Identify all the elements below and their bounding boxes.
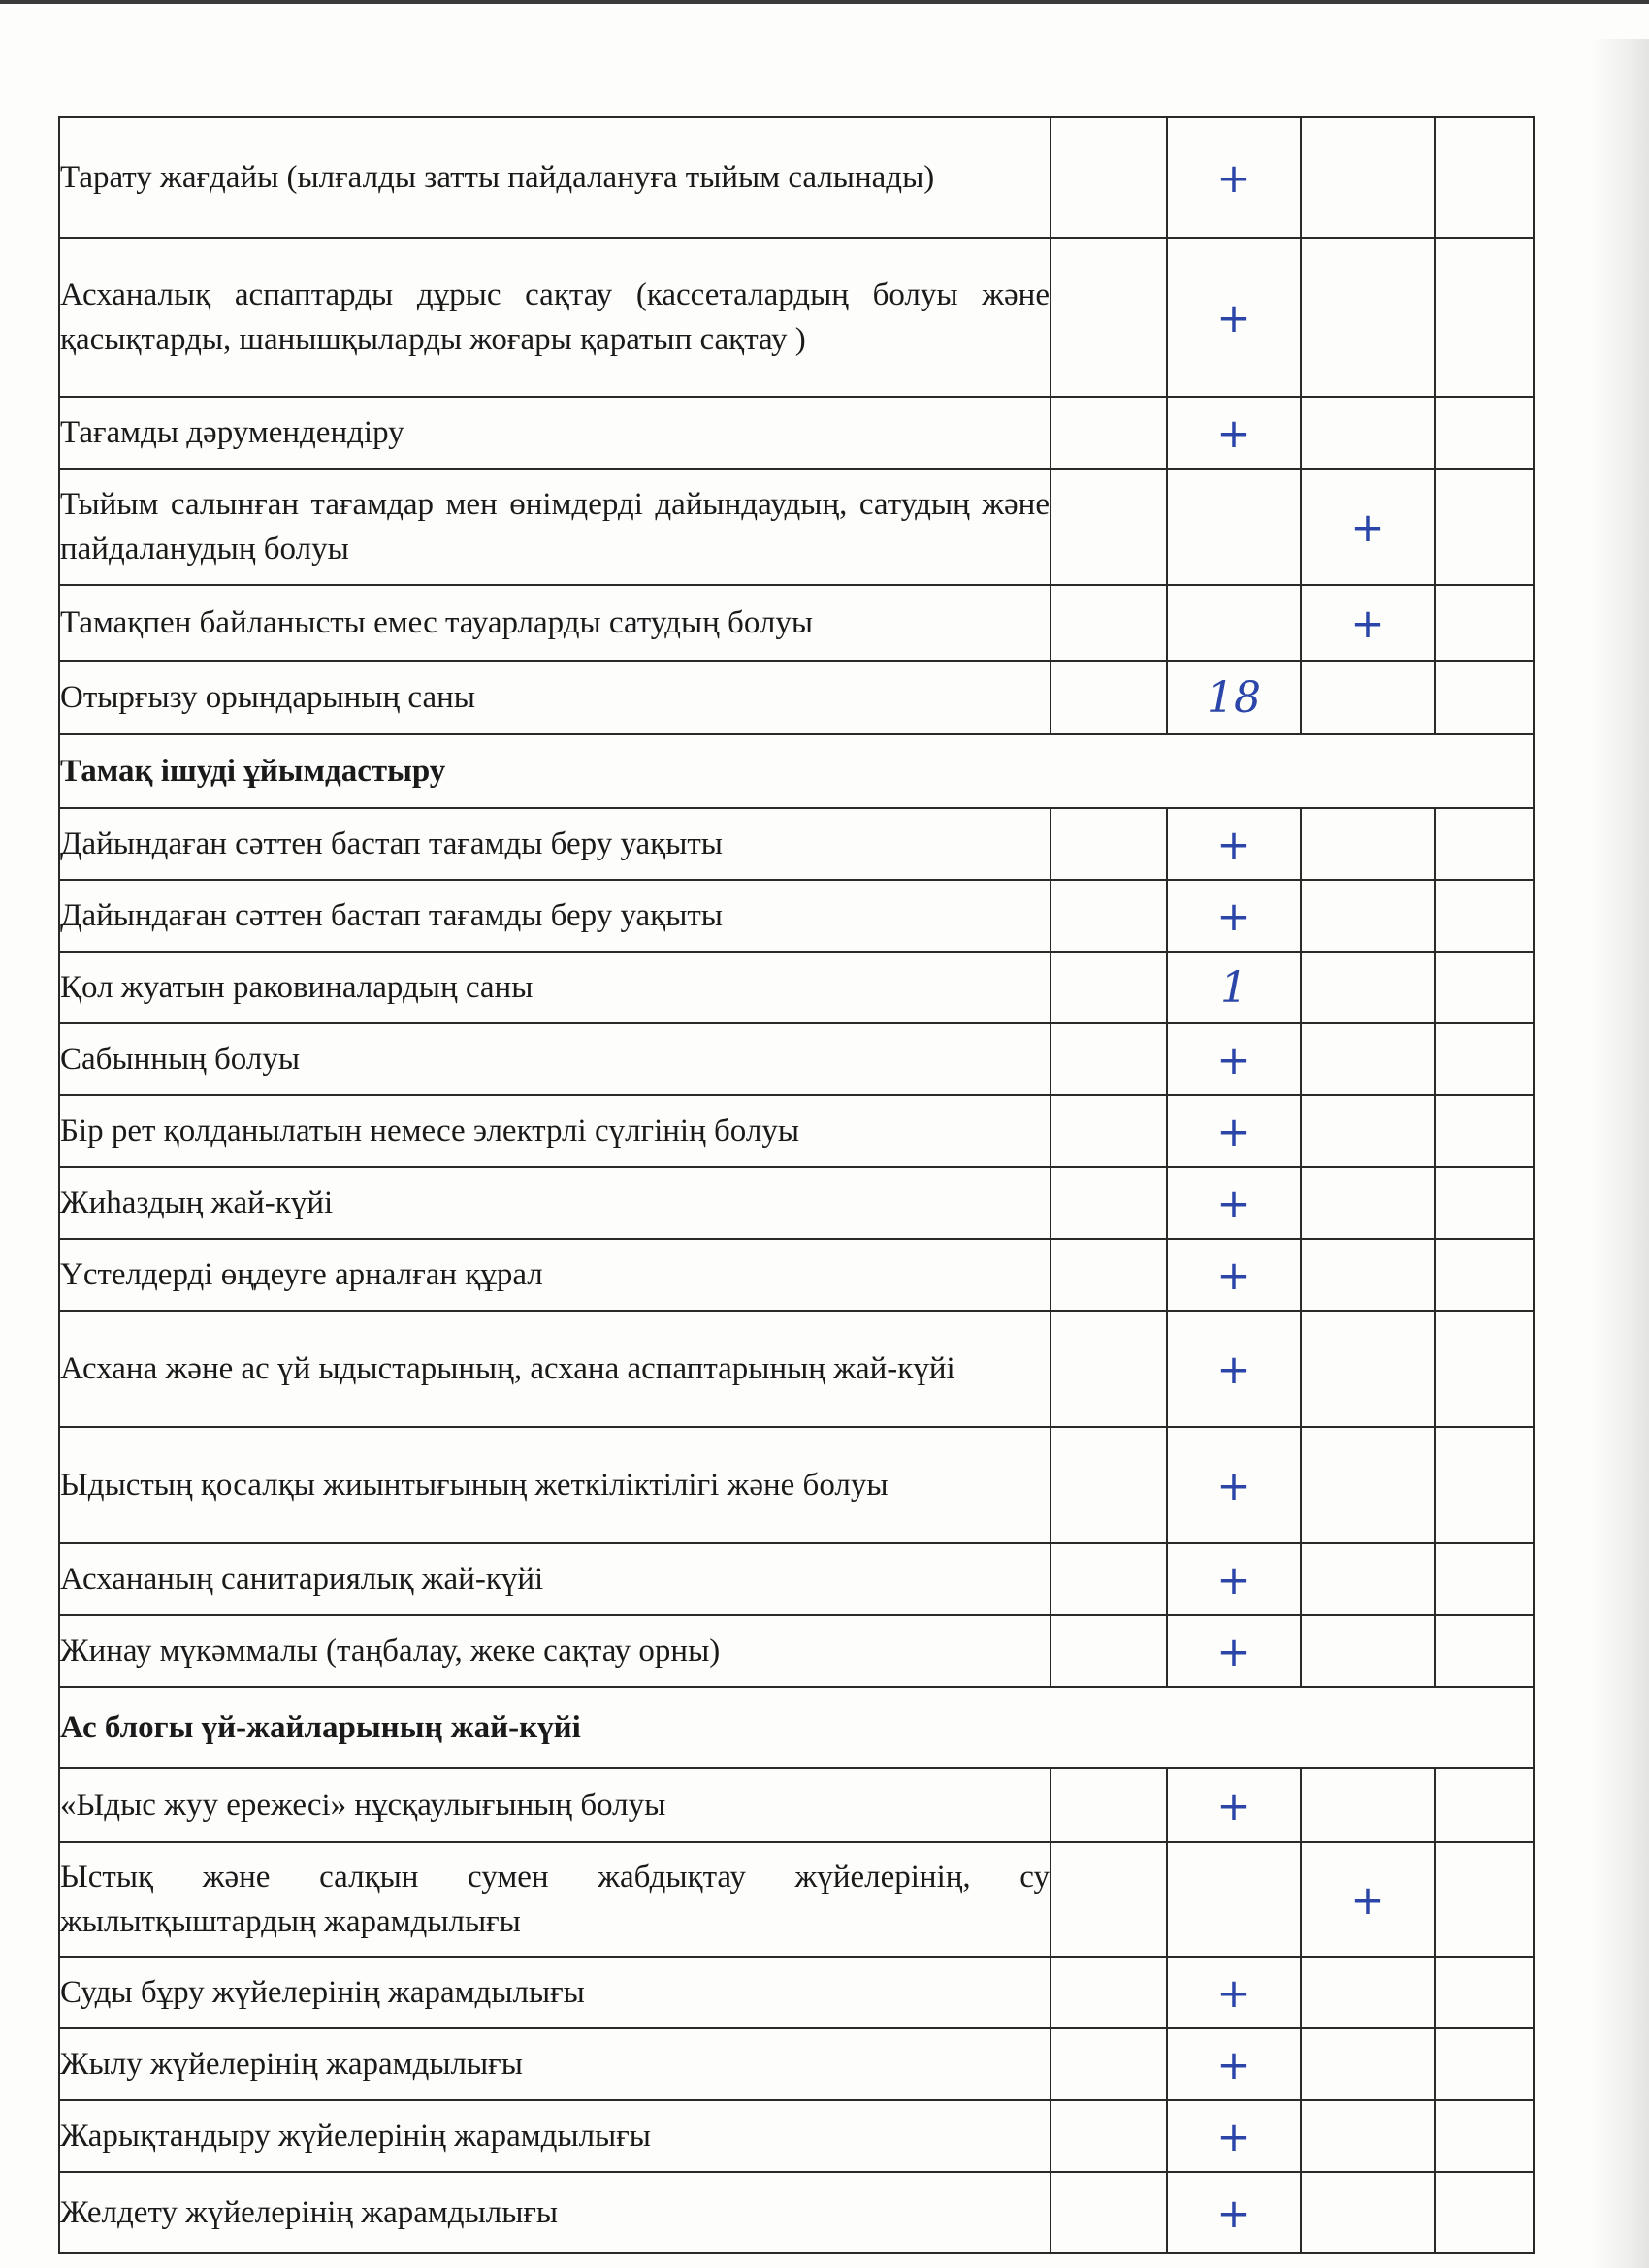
mark-cell-col-4 [1435,585,1534,661]
mark-cell-col-3 [1301,2100,1435,2172]
handwritten-plus-mark: + [1350,502,1385,551]
handwritten-plus-mark: + [1216,153,1251,202]
criterion-label: Отырғызу орындарының саны [59,661,1051,734]
mark-cell-col-2 [1167,808,1301,880]
mark-cell-col-3 [1301,1543,1435,1615]
handwritten-plus-mark: + [1216,1345,1251,1393]
mark-cell-col-4 [1435,1167,1534,1239]
mark-cell-col-4 [1435,1095,1534,1167]
section-heading: Тамақ ішуді ұйымдастыру [59,734,1534,808]
mark-cell-col-4 [1435,397,1534,469]
mark-cell-col-1 [1051,238,1167,397]
table-row [59,397,1534,469]
table-body [59,117,1534,2253]
mark-cell-col-1 [1051,1095,1167,1167]
mark-cell-col-4 [1435,469,1534,585]
mark-cell-col-3 [1301,1427,1435,1543]
handwritten-plus-mark: + [1216,1035,1251,1084]
mark-cell-col-4 [1435,661,1534,734]
scan-edge-right [1591,39,1649,2268]
table-row [59,117,1534,238]
criterion-label: Тамақпен байланысты емес тауарларды сатудың болуы [59,585,1051,661]
table-row [59,1023,1534,1095]
mark-cell-col-1 [1051,1167,1167,1239]
criterion-label: Бір рет қолданылатын немесе электрлі сүлгінің болуы [59,1095,1051,1167]
mark-cell-col-2 [1167,661,1301,734]
criterion-label: Ыдыстың қосалқы жиынтығының жеткіліктілігі және болуы [59,1427,1051,1543]
mark-cell-col-2 [1167,397,1301,469]
criterion-label: «Ыдыс жуу ережесі» нұсқаулығының болуы [59,1768,1051,1842]
mark-cell-col-4 [1435,1768,1534,1842]
section-row [59,734,1534,808]
table-row [59,1311,1534,1427]
mark-cell-col-1 [1051,2100,1167,2172]
criterion-label: Сабынның болуы [59,1023,1051,1095]
mark-cell-col-4 [1435,1023,1534,1095]
handwritten-number: 18 [1207,672,1261,723]
mark-cell-col-4 [1435,1957,1534,2028]
mark-cell-col-3 [1301,1023,1435,1095]
table-row [59,238,1534,397]
mark-cell-col-2 [1167,952,1301,1023]
criterion-label: Асхананың санитариялық жай-күйі [59,1543,1051,1615]
mark-cell-col-4 [1435,2100,1534,2172]
handwritten-plus-mark: + [1216,1555,1251,1604]
table-row [59,1957,1534,2028]
table-row [59,1615,1534,1687]
mark-cell-col-1 [1051,808,1167,880]
mark-cell-col-2 [1167,1543,1301,1615]
mark-cell-col-1 [1051,661,1167,734]
mark-cell-col-2 [1167,1768,1301,1842]
table-row [59,1239,1534,1311]
table-row [59,1427,1534,1543]
mark-cell-col-3 [1301,585,1435,661]
mark-cell-col-1 [1051,952,1167,1023]
mark-cell-col-1 [1051,1615,1167,1687]
mark-cell-col-2 [1167,1427,1301,1543]
mark-cell-col-3 [1301,238,1435,397]
table-row [59,1167,1534,1239]
section-row [59,1687,1534,1768]
criterion-label: Тағамды дәрумендендіру [59,397,1051,469]
mark-cell-col-2 [1167,2100,1301,2172]
handwritten-plus-mark: + [1216,1107,1251,1155]
mark-cell-col-1 [1051,2028,1167,2100]
table-row [59,1768,1534,1842]
mark-cell-col-1 [1051,1023,1167,1095]
criterion-label: Желдету жүйелерінің жарамдылығы [59,2172,1051,2253]
mark-cell-col-3 [1301,2172,1435,2253]
mark-cell-col-2 [1167,2028,1301,2100]
table-row [59,2172,1534,2253]
mark-cell-col-3 [1301,808,1435,880]
mark-cell-col-4 [1435,808,1534,880]
handwritten-plus-mark: + [1216,1461,1251,1509]
mark-cell-col-4 [1435,1543,1534,1615]
mark-cell-col-3 [1301,1311,1435,1427]
handwritten-plus-mark: + [1350,1875,1385,1924]
criterion-label: Жарықтандыру жүйелерінің жарамдылығы [59,2100,1051,2172]
handwritten-plus-mark: + [1216,2188,1251,2237]
criterion-label: Дайындаған сәттен бастап тағамды беру уақыты [59,880,1051,952]
mark-cell-col-2 [1167,1311,1301,1427]
handwritten-plus-mark: + [1216,408,1251,457]
mark-cell-col-1 [1051,1239,1167,1311]
handwritten-plus-mark: + [1216,1179,1251,1227]
criterion-label: Жинау мүкәммалы (таңбалау, жеке сақтау орны) [59,1615,1051,1687]
mark-cell-col-4 [1435,1311,1534,1427]
mark-cell-col-2 [1167,1239,1301,1311]
mark-cell-col-3 [1301,397,1435,469]
table-row [59,585,1534,661]
mark-cell-col-1 [1051,117,1167,238]
handwritten-plus-mark: + [1216,891,1251,940]
criterion-label: Асхана және ас үй ыдыстарының, асхана аспаптарының жай-күйі [59,1311,1051,1427]
mark-cell-col-3 [1301,1167,1435,1239]
handwritten-plus-mark: + [1216,293,1251,341]
mark-cell-col-1 [1051,469,1167,585]
inspection-checklist-table [58,116,1535,2254]
mark-cell-col-2 [1167,117,1301,238]
mark-cell-col-3 [1301,952,1435,1023]
criterion-label: Жылу жүйелерінің жарамдылығы [59,2028,1051,2100]
mark-cell-col-4 [1435,1615,1534,1687]
table-row [59,952,1534,1023]
handwritten-plus-mark: + [1216,2040,1251,2089]
table-row [59,2100,1534,2172]
mark-cell-col-3 [1301,661,1435,734]
handwritten-plus-mark: + [1216,1968,1251,2017]
mark-cell-col-2 [1167,1095,1301,1167]
table-row [59,469,1534,585]
mark-cell-col-1 [1051,1543,1167,1615]
handwritten-plus-mark: + [1216,1781,1251,1830]
criterion-label: Тарату жағдайы (ылғалды затты пайдалануға тыйым салынады) [59,117,1051,238]
mark-cell-col-1 [1051,1311,1167,1427]
criterion-label: Суды бұру жүйелерінің жарамдылығы [59,1957,1051,2028]
mark-cell-col-3 [1301,1768,1435,1842]
mark-cell-col-2 [1167,1023,1301,1095]
handwritten-plus-mark: + [1216,1250,1251,1299]
mark-cell-col-3 [1301,1239,1435,1311]
mark-cell-col-4 [1435,1427,1534,1543]
table-row [59,1543,1534,1615]
mark-cell-col-4 [1435,1842,1534,1957]
mark-cell-col-2 [1167,880,1301,952]
mark-cell-col-3 [1301,117,1435,238]
mark-cell-col-2 [1167,1167,1301,1239]
mark-cell-col-3 [1301,1957,1435,2028]
criterion-label: Жиһаздың жай-күйі [59,1167,1051,1239]
mark-cell-col-1 [1051,1768,1167,1842]
mark-cell-col-1 [1051,880,1167,952]
mark-cell-col-4 [1435,880,1534,952]
mark-cell-col-2 [1167,1842,1301,1957]
handwritten-plus-mark: + [1216,820,1251,868]
mark-cell-col-3 [1301,469,1435,585]
table-row [59,880,1534,952]
criterion-label: Ыстық және салқын сумен жабдықтау жүйелерінің, су жылытқыштардың жарамдылығы [59,1842,1051,1957]
table-row [59,2028,1534,2100]
handwritten-number: 1 [1220,962,1247,1013]
mark-cell-col-2 [1167,585,1301,661]
mark-cell-col-2 [1167,1957,1301,2028]
mark-cell-col-1 [1051,1427,1167,1543]
table-row [59,661,1534,734]
mark-cell-col-4 [1435,238,1534,397]
mark-cell-col-2 [1167,1615,1301,1687]
criterion-label: Асханалық аспаптарды дұрыс сақтау (кассеталардың болуы және қасықтарды, шанышқыларды жоғары қаратып сақтау ) [59,238,1051,397]
mark-cell-col-3 [1301,1615,1435,1687]
mark-cell-col-3 [1301,880,1435,952]
mark-cell-col-1 [1051,397,1167,469]
mark-cell-col-1 [1051,1957,1167,2028]
table-row [59,808,1534,880]
scan-edge-top [0,0,1649,4]
mark-cell-col-2 [1167,238,1301,397]
handwritten-plus-mark: + [1216,2112,1251,2160]
mark-cell-col-3 [1301,2028,1435,2100]
table-row [59,1842,1534,1957]
mark-cell-col-1 [1051,585,1167,661]
mark-cell-col-4 [1435,2028,1534,2100]
criterion-label: Қол жуатын раковиналардың саны [59,952,1051,1023]
mark-cell-col-4 [1435,1239,1534,1311]
criterion-label: Үстелдерді өңдеуге арналған құрал [59,1239,1051,1311]
table-row [59,1095,1534,1167]
mark-cell-col-3 [1301,1095,1435,1167]
mark-cell-col-2 [1167,469,1301,585]
handwritten-plus-mark: + [1350,599,1385,647]
section-heading: Ас блогы үй-жайларының жай-күйі [59,1687,1534,1768]
criterion-label: Тыйым салынған тағамдар мен өнімдерді дайындаудың, сатудың және пайдаланудың болуы [59,469,1051,585]
criterion-label: Дайындаған сәттен бастап тағамды беру уақыты [59,808,1051,880]
mark-cell-col-4 [1435,952,1534,1023]
mark-cell-col-4 [1435,2172,1534,2253]
mark-cell-col-2 [1167,2172,1301,2253]
mark-cell-col-3 [1301,1842,1435,1957]
mark-cell-col-1 [1051,2172,1167,2253]
handwritten-plus-mark: + [1216,1627,1251,1675]
mark-cell-col-4 [1435,117,1534,238]
mark-cell-col-1 [1051,1842,1167,1957]
